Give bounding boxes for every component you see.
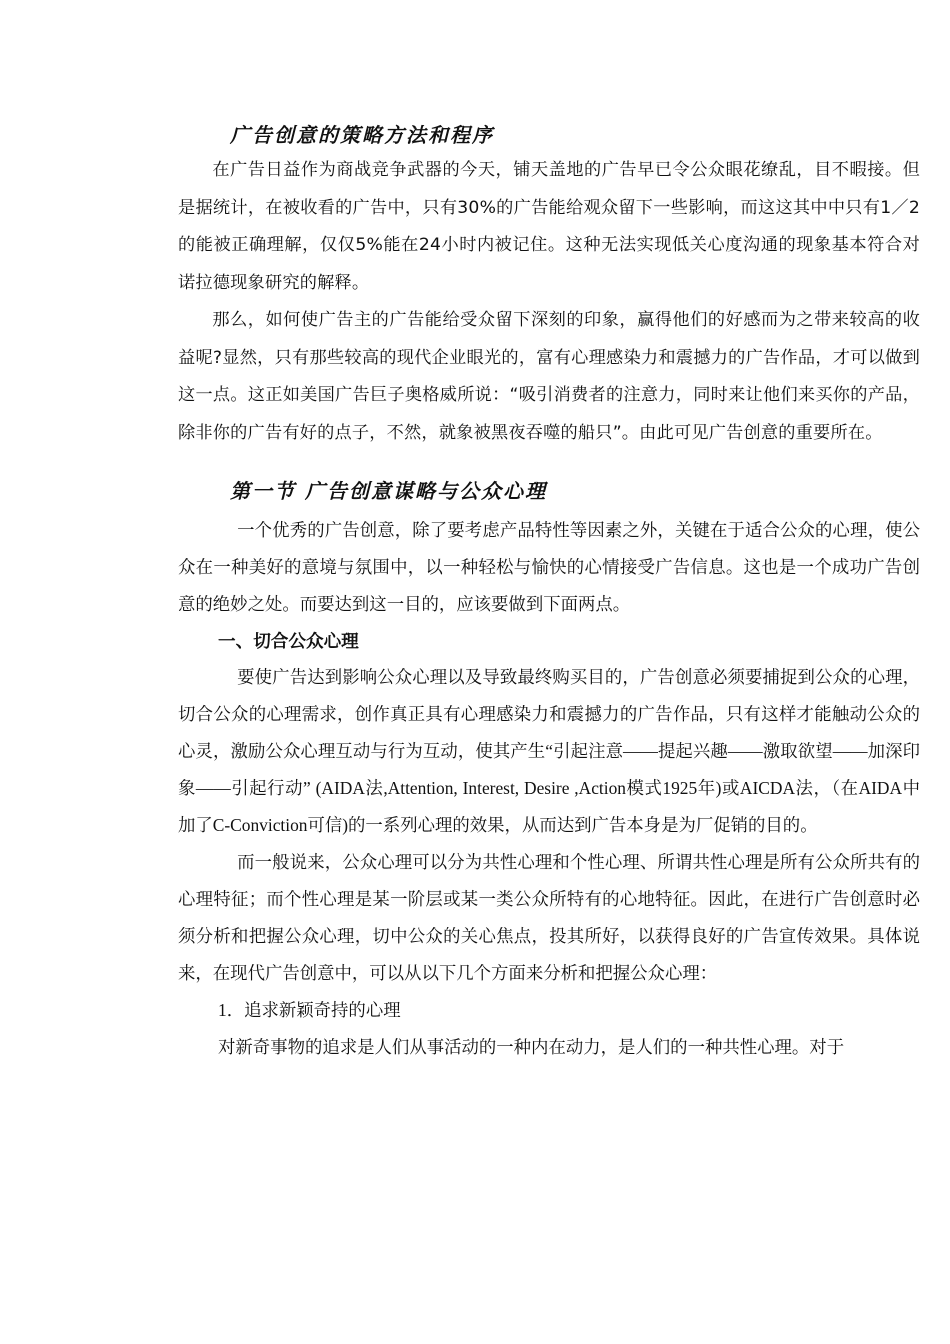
section-title: 第一节 广告创意谋略与公众心理 [230,479,547,503]
subheading: 一、切合公众心理 [218,631,359,651]
section-paragraph-2: 而一般说来，公众心理可以分为共性心理和个性心理、所谓共性心理是所有公众所共有的心理特征；而个性心理是某一阶层或某一类公众所特有的心地特征。因此，在进行广告创意时必须分析和把握公众心理，切中公众的关心焦点，投其所好，以获得良好的广告宣传效果。具体说来，在现代广告创意中，可以从以下几个方面来分析和把握公众心理： [178,852,920,983]
section-intro-paragraph: 一个优秀的广告创意，除了要考虑产品特性等因素之外，关键在于适合公众的心理，使公众在一种美好的意境与氛围中，以一种轻松与愉快的心情接受广告信息。这也是一个成功广告创意的绝妙之处。而要达到这一目的，应该要做到下面两点。 [178,520,920,614]
list-item-heading: 1．追求新颖奇持的心理 [218,1000,401,1020]
document-body [178,118,920,1066]
intro-paragraph-1: 在广告日益作为商战竞争武器的今天，铺天盖地的广告早已令公众眼花缭乱，目不暇接。但是据统计，在被收看的广告中，只有30%的广告能给观众留下一些影响，而这这其中中只有1／2的能被正确理解，仅仅5%能在24小时内被记住。这种无法实现低关心度沟通的现象基本符合对诺拉德现象研究的解释。 [178,160,920,293]
section-paragraph-1: 要使广告达到影响公众心理以及导致最终购买目的，广告创意必须要捕捉到公众的心理，切合公众的心理需求，创作真正具有心理感染力和震撼力的广告作品，只有这样才能触动公众的心灵，激励公众心理互动与行为互动，使其产生“引起注意——提起兴趣——激取欲望——加深印象——引起行动” (AIDA法,Attention, Interest, Desire ,Action模式1925年)或AICDA法，（在AIDA中加了C-Conviction可信)的一系列心理的效果，从而达到广告本身是为厂促销的目的。 [178,667,920,835]
intro-paragraph-2: 那么，如何使广告主的广告能给受众留下深刻的印象，赢得他们的好感而为之带来较高的收益呢?显然，只有那些较高的现代企业眼光的，富有心理感染力和震撼力的广告作品，才可以做到这一点。这正如美国广告巨子奥格威所说：“吸引消费者的注意力，同时来让他们来买你的产品，除非你的广告有好的点子，不然，就象被黑夜吞噬的船只”。由此可见广告创意的重要所在。 [178,310,920,443]
document-title: 广告创意的策略方法和程序 [230,123,494,147]
list-item-paragraph: 对新奇事物的追求是人们从事活动的一种内在动力，是人们的一种共性心理。对于 [218,1037,845,1057]
